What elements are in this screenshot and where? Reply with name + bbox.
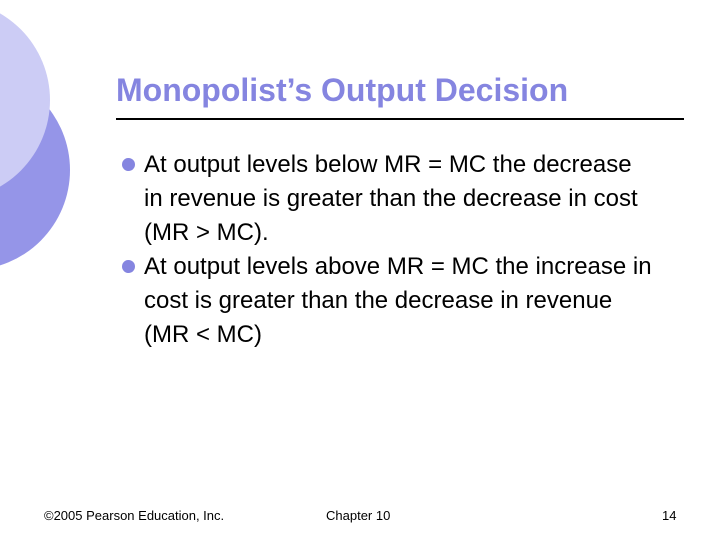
bullet-text: At output levels above MR = MC the increase in cost is greater than the decrease in revenue (MR < MC) (144, 253, 652, 348)
bullet-item (120, 250, 680, 352)
bullet-dot-icon (122, 260, 135, 273)
title-underline (116, 118, 684, 120)
footer-chapter: Chapter 10 (326, 508, 391, 523)
bullet-text: At output levels below MR = MC the decrease in revenue is greater than the decrease in cost (MR > MC). (144, 151, 638, 246)
bullet-list (120, 148, 680, 352)
bullet-dot-icon (122, 158, 135, 171)
footer-copyright: ©2005 Pearson Education, Inc. (44, 508, 225, 523)
bullet-item (120, 148, 680, 250)
footer-page-number: 14 (662, 508, 677, 523)
decorative-circles (0, 0, 120, 300)
slide-title: Monopolist’s Output Decision (116, 72, 569, 108)
